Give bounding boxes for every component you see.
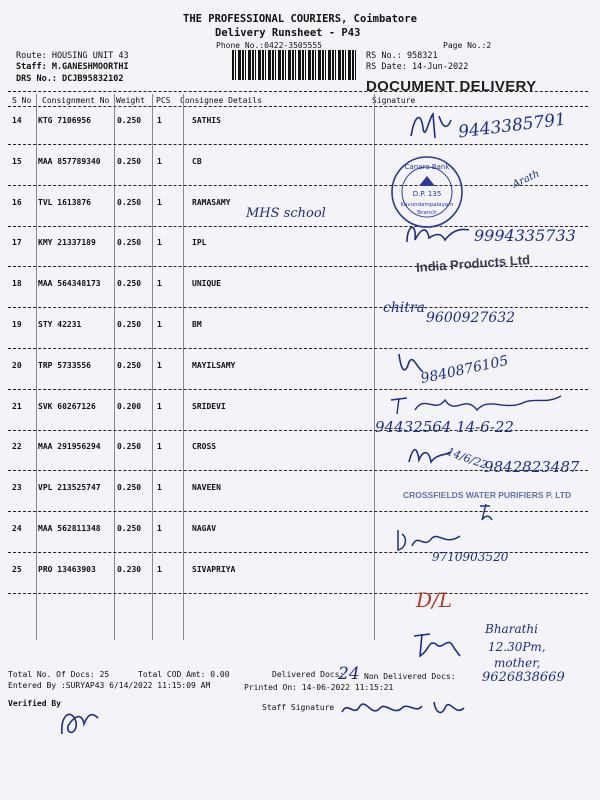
row-consignment: MAA 562811348 [38, 524, 101, 533]
row-consignee: UNIQUE [192, 279, 221, 289]
signature-row14 [405, 108, 455, 146]
stamp-branch: Kavundampalayam [400, 202, 454, 208]
col-sep-1 [36, 94, 37, 640]
phone-row21: 9842823487 [484, 458, 580, 476]
delivered-docs-value: 24 [338, 664, 360, 684]
row-weight: 0.230 [117, 564, 142, 574]
row-weight: 0.250 [117, 483, 142, 493]
col-sno: S No [12, 96, 32, 105]
row-weight: 0.200 [117, 401, 142, 411]
stamp-row17: India Products Ltd [415, 252, 531, 275]
col-sep-2 [114, 94, 115, 640]
row-consignee: BM [192, 320, 202, 329]
document-delivery-stamp: DOCUMENT DELIVERY [366, 78, 537, 95]
total-docs: Total No. Of Docs: 25 [8, 670, 110, 679]
row-pcs: 1 [157, 116, 162, 125]
stamp-bank: Canara Bank [404, 163, 450, 171]
row-consignee: IPL [192, 238, 207, 248]
staff-signature-label: Staff Signature [262, 703, 335, 712]
row-weight: 0.250 [117, 279, 142, 289]
row-consignee: NAVEEN [192, 483, 221, 493]
row-consignment: MAA 857789340 [38, 156, 101, 166]
row-pcs: 1 [157, 401, 162, 411]
row-sno: 22 [12, 442, 22, 452]
row-weight: 0.250 [117, 360, 142, 370]
row-consignee: RAMASAMY [192, 197, 231, 207]
signature-row16 [403, 218, 473, 248]
phone-number: Phone No.:0422-3505555 [216, 41, 322, 50]
delivered-docs-label: Delivered Docs: [272, 670, 345, 679]
row-separator [8, 144, 588, 145]
row-consignee: MAYILSAMY [192, 360, 236, 370]
row-pcs: 1 [157, 156, 162, 166]
row-pcs: 1 [157, 483, 162, 493]
company-name: THE PROFESSIONAL COURIERS, Coimbatore [183, 13, 417, 25]
date-row21: 14/6/22 [445, 445, 490, 472]
entered-by: Entered By :SURYAP43 6/14/2022 11:15:09 AM [8, 681, 211, 690]
row-pcs: 1 [157, 320, 162, 329]
row-consignee: CROSS [192, 442, 217, 452]
phone-row19: 9840876105 [419, 352, 510, 388]
header-rule-top [8, 91, 588, 92]
row-separator [8, 307, 588, 308]
row-consignee: NAGAV [192, 524, 217, 533]
phone-row16: 9994335733 [474, 226, 576, 245]
col-consignment: Consignment No [42, 96, 110, 105]
note-row20: 94432564 14-6-22 [375, 418, 514, 436]
row-weight: 0.250 [117, 197, 142, 207]
name-row18: chitra [383, 300, 425, 316]
signature-row22 [476, 500, 496, 524]
non-delivered-docs: Non Delivered Docs: [364, 672, 456, 681]
note-row25-line1: Bharathi [485, 622, 538, 636]
note-row16: MHS school [246, 206, 326, 221]
rs-date: RS Date: 14-Jun-2022 [366, 62, 469, 72]
note-row25-line4: 9626838669 [482, 670, 565, 685]
row-consignment: MAA 291956294 [38, 442, 101, 452]
staff: Staff: M.GANESHMOORTHI [16, 62, 129, 72]
row-consignment: TVL 1613876 [38, 197, 91, 207]
note-row25-line3: mother, [494, 656, 541, 670]
row-pcs: 1 [157, 442, 162, 452]
row-sno: 19 [12, 320, 22, 329]
col-sep-4 [183, 94, 184, 640]
verified-signature [56, 704, 102, 740]
row-consignment: STY 42231 [38, 320, 82, 329]
printed-on: Printed On: 14-06-2022 11:15:21 [244, 683, 394, 692]
note-row25-line2: 12.30Pm, [488, 640, 546, 654]
row-weight: 0.250 [117, 116, 142, 125]
row-sno: 14 [12, 116, 22, 125]
col-signature: Signature [372, 96, 416, 105]
row-separator [8, 511, 588, 512]
header-rule-bottom [8, 106, 588, 107]
stamp-dp: D.P. 135 [412, 190, 442, 198]
row-weight: 0.250 [117, 238, 142, 248]
col-weight: Weight [116, 96, 145, 105]
phone-row23: 9710903520 [432, 550, 509, 564]
barcode [232, 50, 357, 80]
row-sno: 16 [12, 197, 22, 207]
signature-row20 [385, 390, 565, 420]
row-pcs: 1 [157, 360, 162, 370]
row-consignment: SVK 60267126 [38, 401, 96, 411]
col-pcs: PCS [156, 96, 171, 105]
row-consignee: SRIDEVI [192, 401, 226, 411]
total-cod: Total COD Amt: 0.00 [138, 670, 230, 679]
row-sno: 20 [12, 360, 22, 370]
row-separator [8, 348, 588, 349]
row-sno: 15 [12, 156, 22, 166]
row-consignee: SATHIS [192, 116, 221, 125]
col-consignee: Consignee Details [180, 96, 262, 105]
signature-row15: Arath [511, 168, 542, 191]
row-weight: 0.250 [117, 442, 142, 452]
page-number: Page No.:2 [443, 41, 492, 50]
row-sno: 25 [12, 564, 22, 574]
col-sep-3 [152, 94, 153, 640]
signature-row25 [410, 626, 464, 666]
verified-by: Verified By [8, 699, 61, 708]
row-consignment: KMY 21337189 [38, 238, 96, 248]
row-sno: 21 [12, 401, 22, 411]
row-separator [8, 593, 588, 594]
row-separator [8, 185, 588, 186]
staff-signature [338, 696, 468, 722]
row-sno: 18 [12, 279, 22, 289]
stamp-row22: CROSSFIELDS WATER PURIFIERS P. LTD [403, 490, 572, 500]
row-consignment: TRP 5733556 [38, 360, 91, 370]
row-consignment: MAA 564348173 [38, 279, 101, 289]
rs-number: RS No.: 958321 [366, 51, 438, 61]
route: Route: HOUSING UNIT 43 [16, 51, 129, 61]
row-pcs: 1 [157, 564, 162, 574]
row-sno: 17 [12, 238, 22, 248]
stamp-suffix: Branch [417, 210, 437, 216]
phone-row14: 9443385791 [457, 109, 567, 143]
row-weight: 0.250 [117, 156, 142, 166]
row-consignee: SIVAPRIYA [192, 564, 236, 574]
row-consignment: PRO 13463903 [38, 564, 96, 574]
row-consignee: CB [192, 156, 202, 166]
row-sno: 24 [12, 524, 22, 533]
row-weight: 0.250 [117, 524, 142, 533]
row-sno: 23 [12, 483, 22, 493]
row-weight: 0.250 [117, 320, 142, 329]
row-pcs: 1 [157, 524, 162, 533]
row-consignment: KTG 7106956 [38, 116, 91, 125]
col-sep-5 [374, 94, 375, 640]
row-pcs: 1 [157, 197, 162, 207]
row-pcs: 1 [157, 279, 162, 289]
drs-number: DRS No.: DCJB95832102 [16, 74, 124, 84]
runsheet-title: Delivery Runsheet - P43 [215, 27, 361, 39]
row-pcs: 1 [157, 238, 162, 248]
phone-row18: 9600927632 [426, 310, 516, 326]
row-consignment: VPL 213525747 [38, 483, 101, 493]
note-row24: D/L [416, 588, 453, 612]
